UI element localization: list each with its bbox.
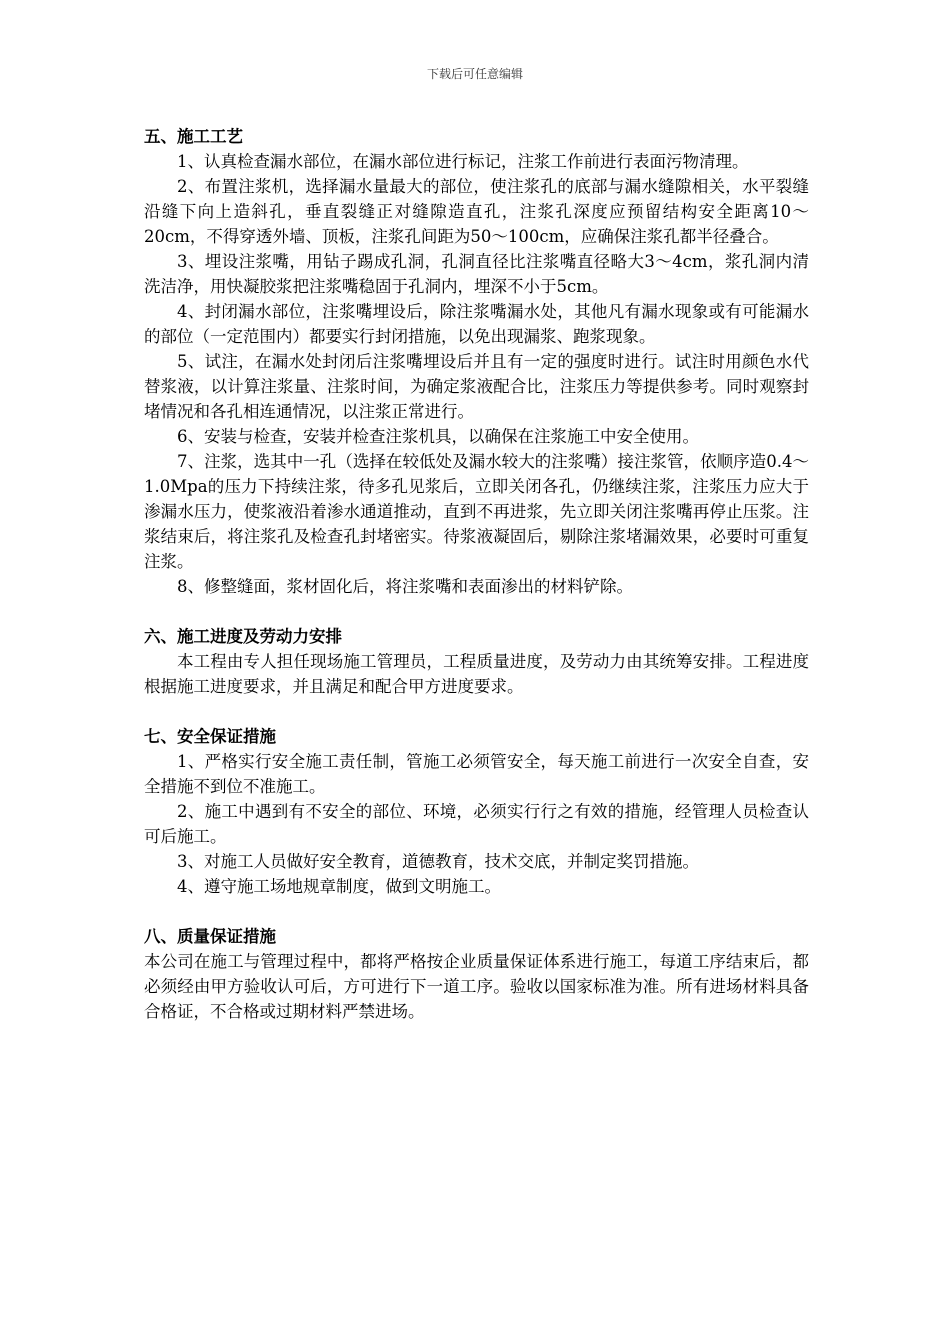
section-heading: 五、施工工艺 <box>144 127 243 146</box>
paragraph: 2、施工中遇到有不安全的部位、环境，必须实行行之有效的措施，经管理人员检查认可后施工。 <box>144 802 809 846</box>
section-heading: 七、安全保证措施 <box>144 727 276 746</box>
section-quality-measures <box>144 924 809 1024</box>
section-heading: 六、施工进度及劳动力安排 <box>144 627 342 646</box>
paragraph: 本工程由专人担任现场施工管理员，工程质量进度，及劳动力由其统筹安排。工程进度根据施工进度要求，并且满足和配合甲方进度要求。 <box>144 652 809 696</box>
section-safety-measures <box>144 724 809 899</box>
paragraph: 本公司在施工与管理过程中，都将严格按企业质量保证体系进行施工，每道工序结束后，都必须经由甲方验收认可后，方可进行下一道工序。验收以国家标准为准。所有进场材料具备合格证，不合格或过期材料严禁进场。 <box>144 952 809 1021</box>
paragraph: 1、严格实行安全施工责任制，管施工必须管安全，每天施工前进行一次安全自查，安全措施不到位不准施工。 <box>144 752 809 796</box>
paragraph: 8、修整缝面，浆材固化后，将注浆嘴和表面渗出的材料铲除。 <box>177 577 633 596</box>
paragraph: 3、对施工人员做好安全教育，道德教育，技术交底，并制定奖罚措施。 <box>177 852 699 871</box>
section-schedule-labor <box>144 624 809 699</box>
paragraph: 2、布置注浆机，选择漏水量最大的部位，使注浆孔的底部与漏水缝隙相关，水平裂缝沿缝下向上造斜孔，垂直裂缝正对缝隙造直孔，注浆孔深度应预留结构安全距离10～20cm，不得穿透外墙、顶板，注浆孔间距为50～100cm，应确保注浆孔都半径叠合。 <box>144 177 809 246</box>
paragraph: 5、试注，在漏水处封闭后注浆嘴埋设后并且有一定的强度时进行。试注时用颜色水代替浆液，以计算注浆量、注浆时间，为确定浆液配合比，注浆压力等提供参考。同时观察封堵情况和各孔相连通情况，以注浆正常进行。 <box>144 352 809 421</box>
paragraph: 4、封闭漏水部位，注浆嘴埋设后，除注浆嘴漏水处，其他凡有漏水现象或有可能漏水的部位（一定范围内）都要实行封闭措施，以免出现漏浆、跑浆现象。 <box>144 302 809 346</box>
paragraph: 3、埋设注浆嘴，用钻子踢成孔洞，孔洞直径比注浆嘴直径略大3～4cm，浆孔洞内清洗洁净，用快凝胶浆把注浆嘴稳固于孔洞内，埋深不小于5cm。 <box>144 252 809 296</box>
document-body <box>144 124 809 1049</box>
paragraph: 1、认真检查漏水部位，在漏水部位进行标记，注浆工作前进行表面污物清理。 <box>177 152 749 171</box>
paragraph: 4、遵守施工场地规章制度，做到文明施工。 <box>177 877 501 896</box>
section-heading: 八、质量保证措施 <box>144 927 276 946</box>
paragraph: 6、安装与检查，安装并检查注浆机具，以确保在注浆施工中安全使用。 <box>177 427 699 446</box>
section-construction-process <box>144 124 809 599</box>
paragraph: 7、注浆，选其中一孔（选择在较低处及漏水较大的注浆嘴）接注浆管，依顺序造0.4～1.0Mpa的压力下持续注浆，待多孔见浆后，立即关闭各孔，仍继续注浆，注浆压力应大于渗漏水压力，使浆液沿着渗水通道推动，直到不再进浆，先立即关闭注浆嘴再停止压浆。注浆结束后，将注浆孔及检查孔封堵密实。待浆液凝固后，剔除注浆堵漏效果，必要时可重复注浆。 <box>144 452 809 571</box>
page-header: 下载后可任意编辑 <box>426 67 523 81</box>
